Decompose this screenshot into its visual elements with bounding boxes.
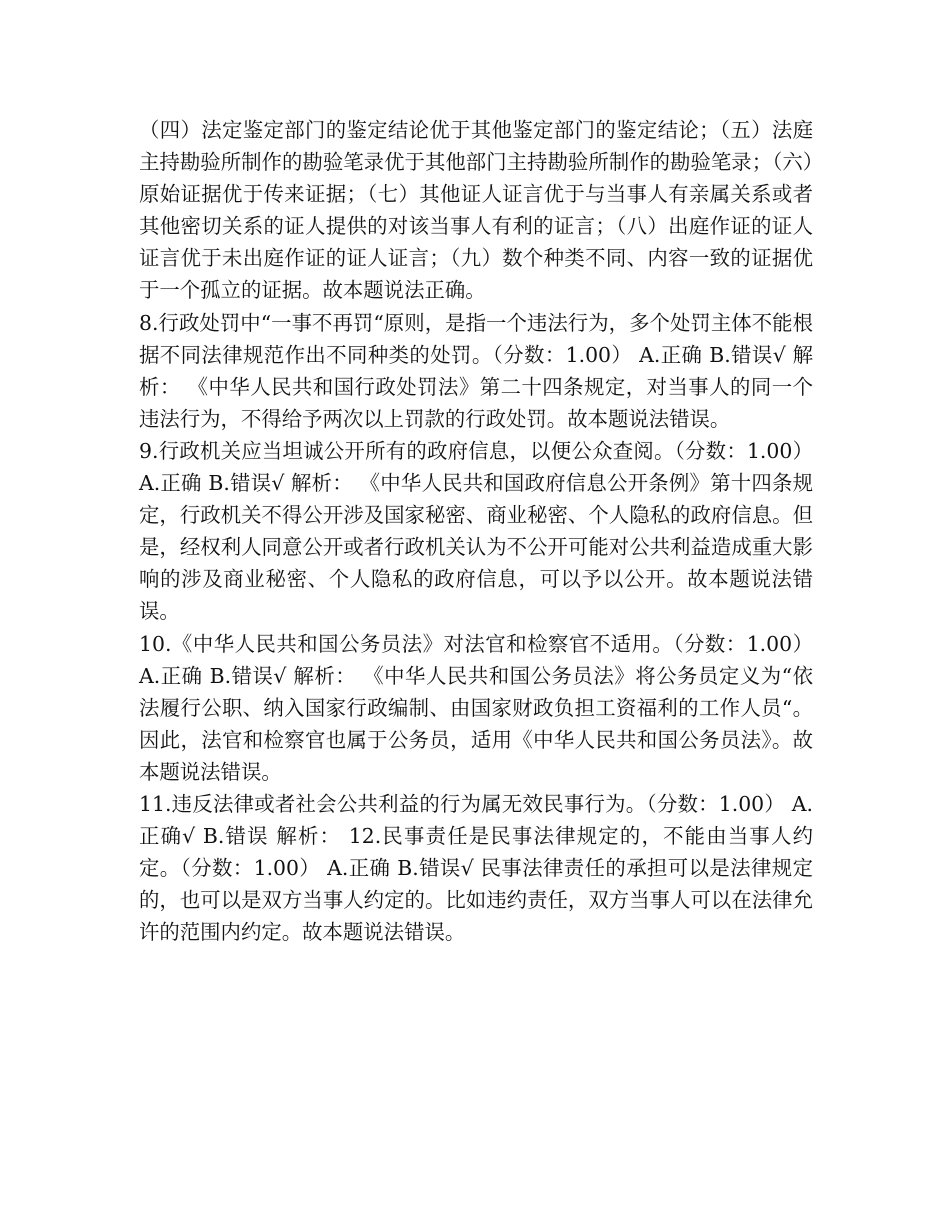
paragraph-evidence-rules: （四）法定鉴定部门的鉴定结论优于其他鉴定部门的鉴定结论；（五）法庭主持勘验所制作的勘验笔录优于其他部门主持勘验所制作的勘验笔录；（六）原始证据优于传来证据；（七）其他证人证言优于与当事人有亲属关系或者其他密切关系的证人提供的对该当事人有利的证言；（八）出庭作证的证人证言优于未出庭作证的证人证言；（九）数个种类不同、内容一致的证据优于一个孤立的证据。故本题说法正确。	[139, 118, 813, 303]
question-8: 8.行政处罚中“一事不再罚“原则，是指一个违法行为，多个处罚主体不能根据不同法律规范作出不同种类的处罚。（分数：1.00） A.正确 B.错误√ 解析： 《中华人民共和国行政处罚法》第二十四条规定，对当事人的同一个违法行为，不得给予两次以上罚款的行政处罚。故本题说法错误。	[139, 310, 813, 431]
document-body	[139, 114, 813, 948]
question-11-12: 11.违反法律或者社会公共利益的行为属无效民事行为。（分数：1.00） A.正确√ B.错误 解析： 12.民事责任是民事法律规定的，不能由当事人约定。（分数：1.00） A.正确 B.错误√ 民事法律责任的承担可以是法律规定的，也可以是双方当事人约定的。比如违约责任，双方当事人可以在法律允许的范围内约定。故本题说法错误。	[139, 791, 813, 945]
question-10: 10.《中华人民共和国公务员法》对法官和检察官不适用。（分数：1.00） A.正确 B.错误√ 解析： 《中华人民共和国公务员法》将公务员定义为“依法履行公职、纳入国家行政编制、由国家财政负担工资福利的工作人员“。因此，法官和检察官也属于公务员，适用《中华人民共和国公务员法》。故本题说法错误。	[139, 631, 813, 784]
question-9: 9.行政机关应当坦诚公开所有的政府信息，以便公众查阅。（分数：1.00） A.正确 B.错误√ 解析： 《中华人民共和国政府信息公开条例》第十四条规定，行政机关不得公开涉及国家秘密、商业秘密、个人隐私的政府信息。但是，经权利人同意公开或者行政机关认为不公开可能对公共利益造成重大影响的涉及商业秘密、个人隐私的政府信息，可以予以公开。故本题说法错误。	[139, 438, 813, 624]
